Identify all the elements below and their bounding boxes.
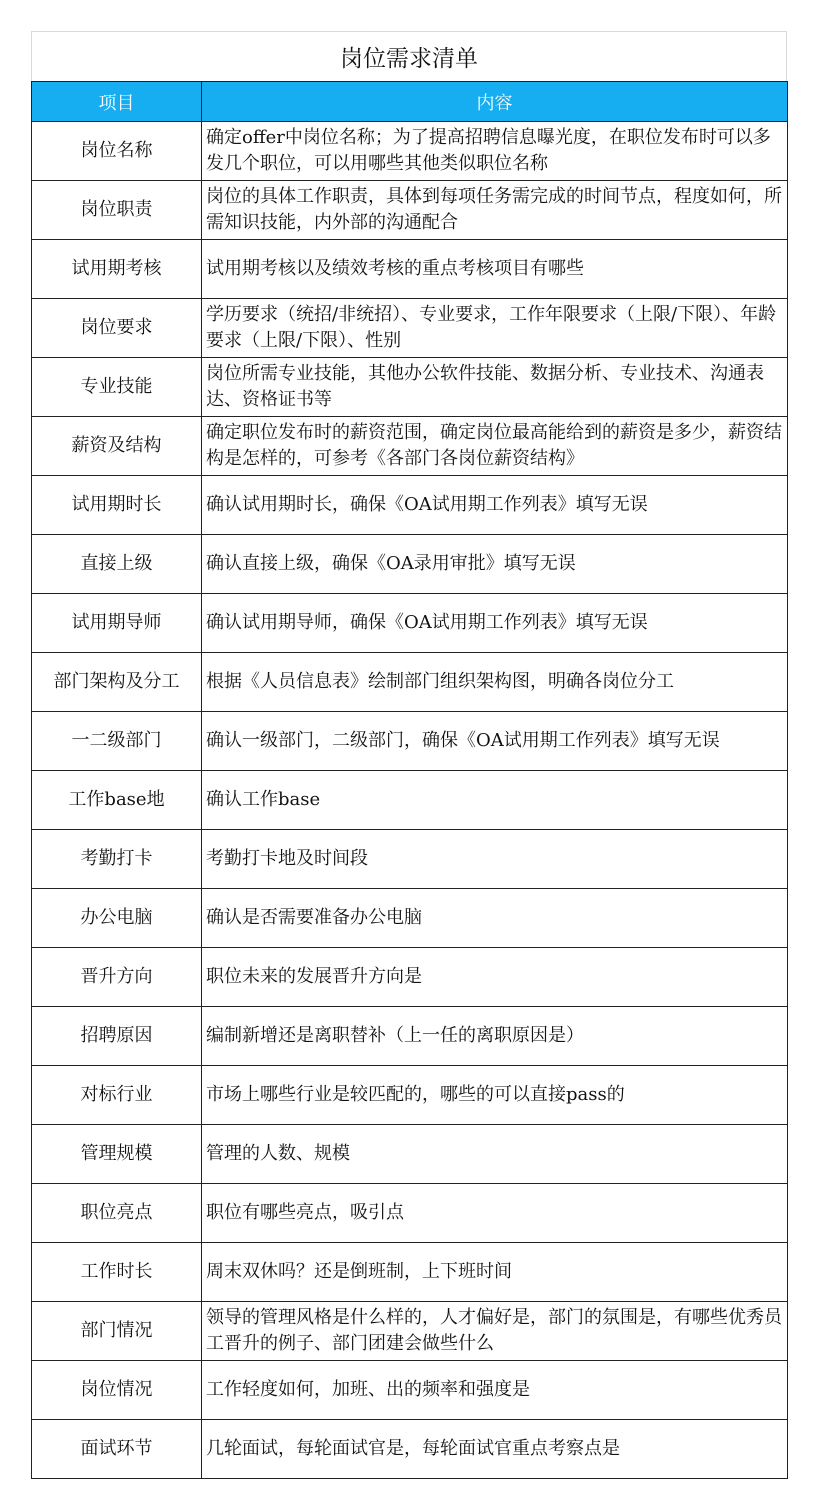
row-item-label: 面试环节 [32,1420,202,1479]
row-content-text: 根据《人员信息表》绘制部门组织架构图，明确各岗位分工 [202,653,788,712]
row-content-text: 周末双休吗？还是倒班制，上下班时间 [202,1243,788,1302]
row-item-label: 直接上级 [32,535,202,594]
row-content-text: 学历要求（统招/非统招）、专业要求，工作年限要求（上限/下限）、年龄要求（上限/下限）、性别 [202,299,788,358]
row-item-label: 职位亮点 [32,1184,202,1243]
row-item-label: 管理规模 [32,1125,202,1184]
row-content-text: 确认工作base [202,771,788,830]
row-content-text: 工作轻度如何，加班、出的频率和强度是 [202,1361,788,1420]
row-content-text: 岗位的具体工作职责，具体到每项任务需完成的时间节点，程度如何，所需知识技能，内外部的沟通配合 [202,181,788,240]
table-row [32,889,788,948]
table-row [32,712,788,771]
table-row [32,771,788,830]
row-content-text: 确认一级部门，二级部门，确保《OA试用期工作列表》填写无误 [202,712,788,771]
row-item-label: 岗位要求 [32,299,202,358]
row-item-label: 工作base地 [32,771,202,830]
row-content-text: 职位有哪些亮点，吸引点 [202,1184,788,1243]
row-item-label: 对标行业 [32,1066,202,1125]
table-body [32,122,788,1479]
row-item-label: 招聘原因 [32,1007,202,1066]
table-row [32,1125,788,1184]
table-row [32,358,788,417]
row-item-label: 试用期时长 [32,476,202,535]
table-row [32,299,788,358]
row-item-label: 一二级部门 [32,712,202,771]
table-row [32,1302,788,1361]
row-content-text: 市场上哪些行业是较匹配的，哪些的可以直接pass的 [202,1066,788,1125]
row-item-label: 办公电脑 [32,889,202,948]
row-item-label: 部门情况 [32,1302,202,1361]
row-content-text: 确认试用期时长，确保《OA试用期工作列表》填写无误 [202,476,788,535]
table-row [32,1184,788,1243]
row-item-label: 工作时长 [32,1243,202,1302]
table-row [32,1066,788,1125]
requirements-table [31,81,788,1479]
row-item-label: 晋升方向 [32,948,202,1007]
row-item-label: 岗位名称 [32,122,202,181]
row-content-text: 岗位所需专业技能，其他办公软件技能、数据分析、专业技术、沟通表达、资格证书等 [202,358,788,417]
row-content-text: 管理的人数、规模 [202,1125,788,1184]
table-row [32,1361,788,1420]
row-content-text: 编制新增还是离职替补（上一任的离职原因是） [202,1007,788,1066]
header-content: 内容 [202,82,788,122]
row-item-label: 专业技能 [32,358,202,417]
table-row [32,1007,788,1066]
table-header-row [32,82,788,122]
table-row [32,830,788,889]
row-content-text: 确认是否需要准备办公电脑 [202,889,788,948]
row-item-label: 薪资及结构 [32,417,202,476]
row-content-text: 职位未来的发展晋升方向是 [202,948,788,1007]
table-row [32,1420,788,1479]
table-row [32,1243,788,1302]
row-content-text: 试用期考核以及绩效考核的重点考核项目有哪些 [202,240,788,299]
table-row [32,417,788,476]
row-item-label: 岗位职责 [32,181,202,240]
header-item: 项目 [32,82,202,122]
row-item-label: 部门架构及分工 [32,653,202,712]
row-item-label: 试用期考核 [32,240,202,299]
row-content-text: 确定职位发布时的薪资范围，确定岗位最高能给到的薪资是多少，薪资结构是怎样的，可参考《各部门各岗位薪资结构》 [202,417,788,476]
row-content-text: 领导的管理风格是什么样的，人才偏好是，部门的氛围是，有哪些优秀员工晋升的例子、部门团建会做些什么 [202,1302,788,1361]
row-content-text: 几轮面试，每轮面试官是，每轮面试官重点考察点是 [202,1420,788,1479]
sheet-title: 岗位需求清单 [31,31,787,81]
table-row [32,476,788,535]
table-row [32,948,788,1007]
table-row [32,181,788,240]
row-content-text: 确认直接上级，确保《OA录用审批》填写无误 [202,535,788,594]
table-row [32,535,788,594]
table-row [32,240,788,299]
row-content-text: 确定offer中岗位名称；为了提高招聘信息曝光度，在职位发布时可以多发几个职位，可以用哪些其他类似职位名称 [202,122,788,181]
row-item-label: 岗位情况 [32,1361,202,1420]
table-row [32,594,788,653]
row-content-text: 确认试用期导师，确保《OA试用期工作列表》填写无误 [202,594,788,653]
row-item-label: 考勤打卡 [32,830,202,889]
table-row [32,122,788,181]
row-content-text: 考勤打卡地及时间段 [202,830,788,889]
table-row [32,653,788,712]
row-item-label: 试用期导师 [32,594,202,653]
requirements-sheet [31,31,787,1479]
